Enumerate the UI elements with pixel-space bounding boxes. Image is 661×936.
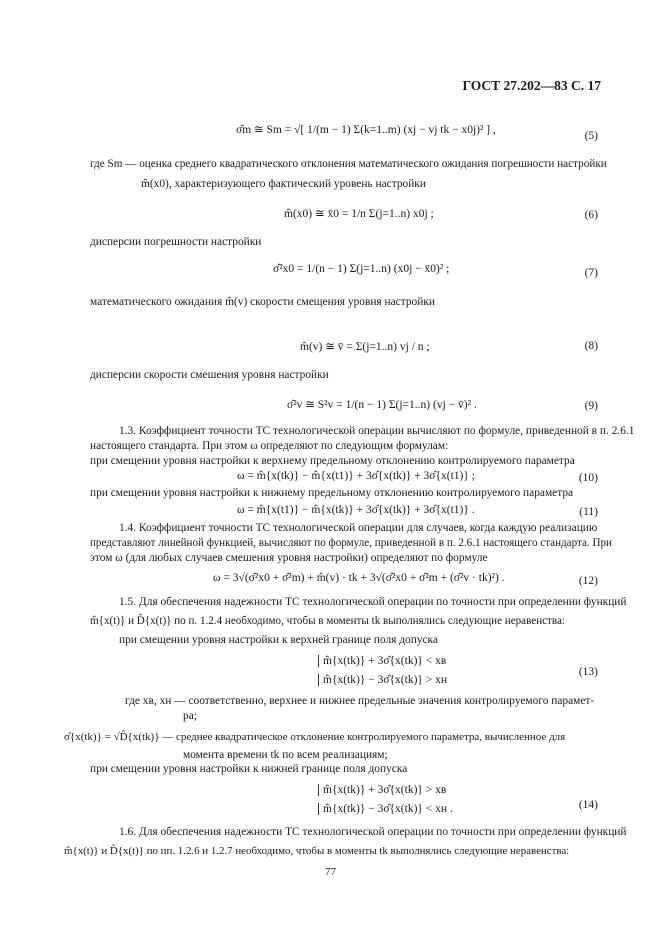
paragraph-1-6-line1: 1.6. Для обеспечения надежности ТС технологической операции по точности при определении функций bbox=[119, 826, 627, 838]
paragraph-1-3-line4: при смещении уровня настройки к нижнему предельному отклонению контролируемого параметра bbox=[90, 487, 574, 499]
paragraph-1-4-line2: представляют линейной функцией, вычисляют по формуле, приведенной в п. 2.6.1 настоящего стандарта. При bbox=[90, 537, 612, 549]
text-expectation-speed: математического ожидания m̂(v) скорости смещения уровня настройки bbox=[90, 296, 435, 308]
paragraph-1-4-line1: 1.4. Коэффициент точности ТС технологической операции для случаев, когда каждую реализацию bbox=[119, 522, 598, 534]
equation-12: ω = 3√(σ̂²x0 + σ̂²m) + m̂(v) · tk + 3√(σ̂²x0 + σ̂²m + (σ̂²v · tk)²) . bbox=[213, 572, 505, 584]
equation-10-number: (10) bbox=[578, 472, 598, 484]
equation-6: m̂(x0) ≅ x̄0 = 1/n Σ(j=1..n) x0j ; bbox=[284, 208, 434, 220]
equation-7: σ̂²x0 = 1/(n − 1) Σ(j=1..n) (x0j − x̄0)² ; bbox=[273, 263, 450, 275]
equation-11-number: (11) bbox=[579, 506, 598, 518]
equation-8-number: (8) bbox=[584, 340, 598, 352]
equation-13-line1: m̂{x(tk)} + 3σ̂{x(tk)} < xв bbox=[318, 655, 446, 667]
equation-5: σ̂m ≅ Sm = √[ 1/(m − 1) Σ(k=1..m) (xj − vj tk − x0j)² ] , bbox=[236, 124, 496, 136]
paragraph-1-5-line4: при смещении уровня настройки к нижней границе поля допуска bbox=[90, 763, 408, 775]
paragraph-1-3-line1: 1.3. Коэффициент точности ТС технологической операции вычисляют по формуле, приведенной в п. 2.6.1 bbox=[119, 425, 635, 437]
paragraph-1-4-line3: этом ω (для любых случаев смешения уровня настройки) определяют по формуле bbox=[90, 552, 488, 564]
equation-6-number: (6) bbox=[584, 209, 598, 221]
equation-13-line2: m̂{x(tk)} − 3σ̂{x(tk)} > xн bbox=[318, 674, 447, 686]
text-dispersion-speed: дисперсии скорости смешения уровня настройки bbox=[90, 369, 329, 381]
equation-10: ω = m̂{x(tk)} − m̂{x(t1)} + 3σ̂{x(tk)} + 3σ̂{x(t1)} ; bbox=[237, 470, 475, 482]
paragraph-1-5-line1: 1.5. Для обеспечения надежности ТС технологической операции по точности при определении функций bbox=[119, 596, 627, 608]
equation-11: ω = m̂{x(t1)} − m̂{x(tk)} + 3σ̂{x(tk)} + 3σ̂{x(t1)} . bbox=[237, 504, 475, 516]
paragraph-1-6-line2: m̂{x(t)} и D̂{x(t)} по пп. 1.2.6 и 1.2.7 необходимо, чтобы в моменты tk выполнялись следующие неравенства: bbox=[64, 845, 570, 857]
equation-9-number: (9) bbox=[584, 400, 598, 412]
paragraph-1-3-line3: при смещении уровня настройки к верхнему предельному отклонению контролируемого параметра bbox=[90, 455, 575, 467]
text-sm-line1: где Sm — оценка среднего квадратического отклонения математического ожидания погрешности настройки bbox=[90, 158, 607, 170]
text-dispersion-tuning: дисперсии погрешности настройки bbox=[90, 236, 262, 248]
equation-12-number: (12) bbox=[578, 575, 598, 587]
equation-9: σ̂²v ≅ S²v = 1/(n − 1) Σ(j=1..n) (vj − v̄)² . bbox=[287, 399, 477, 411]
equation-7-number: (7) bbox=[584, 267, 598, 279]
equation-14-line2: m̂{x(tk)} − 3σ̂{x(tk)} < xн . bbox=[318, 803, 453, 815]
page-number: 77 bbox=[325, 866, 336, 878]
equation-14-line1: m̂{x(tk)} + 3σ̂{x(tk)} > xв bbox=[318, 784, 446, 796]
sigma-definition-line1: σ̂{x(tk)} = √D̂{x(tk)} — среднее квадратическое отклонение контролируемого параметра, вычисленное для bbox=[64, 731, 566, 743]
text-sm-line2: m̂(x0), характеризующего фактический уровень настройки bbox=[141, 178, 426, 190]
where-line2: ра; bbox=[183, 710, 197, 722]
paragraph-1-5-line2: m̂{x(t)} и D̂{x(t)} по п. 1.2.4 необходимо, чтобы в моменты tk выполнялись следующие неравенства: bbox=[90, 615, 565, 627]
page-header: ГОСТ 27.202—83 С. 17 bbox=[462, 78, 601, 93]
equation-13-number: (13) bbox=[578, 666, 598, 678]
paragraph-1-5-line3: при смещении уровня настройки к верхней границе поля допуска bbox=[119, 634, 438, 646]
sigma-definition-line2: момента времени tk по всем реализациям; bbox=[183, 749, 388, 761]
equation-14-number: (14) bbox=[578, 799, 598, 811]
where-line1: где xв, xн — соответственно, верхнее и нижнее предельные значения контролируемого парамет- bbox=[125, 695, 595, 707]
equation-8: m̂(v) ≅ v̄ = Σ(j=1..n) vj / n ; bbox=[300, 341, 430, 353]
equation-5-number: (5) bbox=[584, 130, 598, 142]
paragraph-1-3-line2: настоящего стандарта. При этом ω определяют по следующим формулам: bbox=[90, 440, 449, 452]
